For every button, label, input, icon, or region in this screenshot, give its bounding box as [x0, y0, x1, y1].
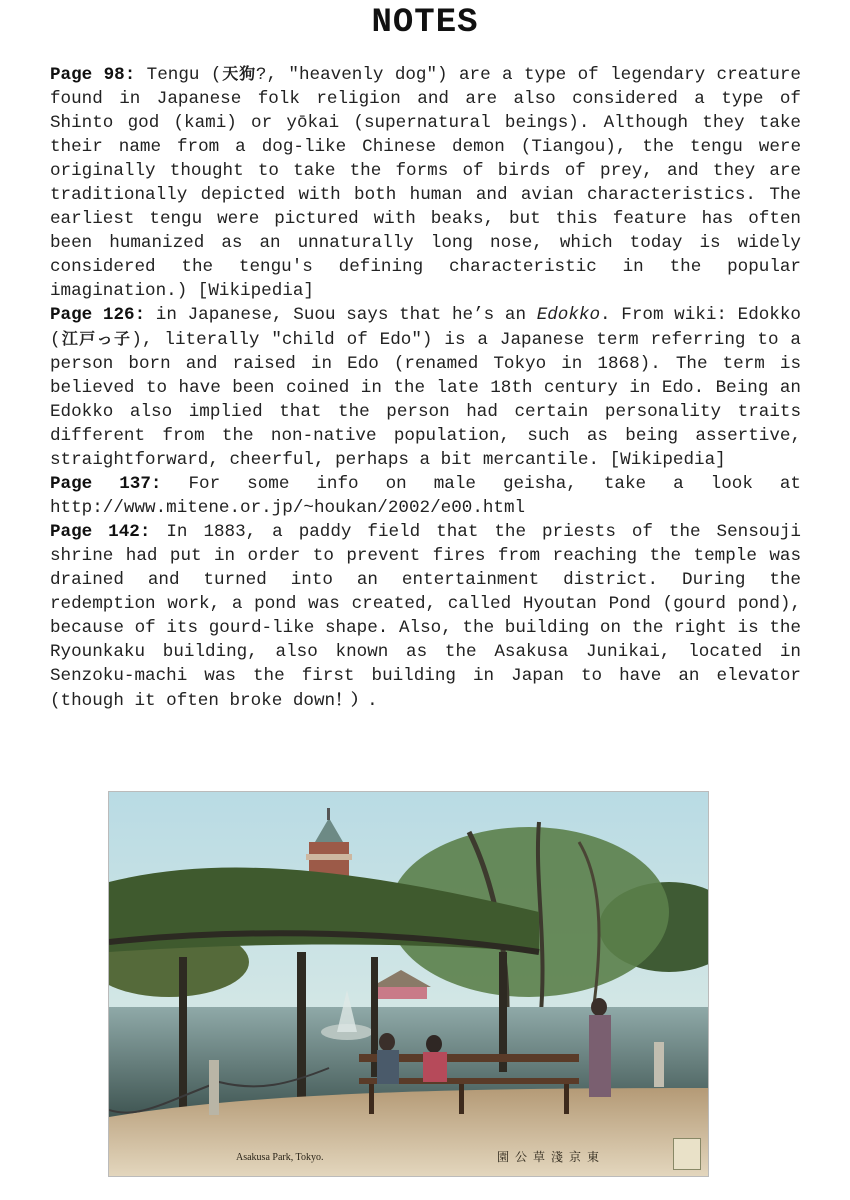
note-page-137 [50, 472, 801, 520]
note-text: . From wiki: Edokko ( [50, 305, 801, 350]
asakusa-park-photo [108, 791, 709, 1177]
note-page-142 [50, 520, 801, 713]
note-page-126 [50, 303, 801, 472]
note-label: Page 137: [50, 474, 162, 494]
page-title: NOTES [371, 4, 479, 42]
note-label: Page 142: [50, 522, 151, 542]
note-text: ?, "heavenly dog") are a type of legendary creature found in Japanese folk religion and are also considered a type of Shinto god (kami) or yōkai (supernatural beings). Although they take their name from a dog-like Chinese demon (Tiangou), the tengu were originally thought to take the forms of birds of prey, and they are traditionally depicted with both human and avian characteristics. The earliest tengu were pictured with beaks, but this feature has often been humanized as an unnaturally long nose, which today is widely considered the tengu's defining characteristic in the popular imagination.) [Wikipedia] [50, 65, 801, 301]
photo-caption-english: Asakusa Park, Tokyo. [236, 1152, 324, 1163]
note-text: In 1883, a paddy field that the priests of the Sensouji shrine had put in order to prevent fires from reaching the temple was drained and turned into an entertainment district. During the redemption work, a pond was created, called Hyoutan Pond (gourd pond), because of its gourd-like shape. Also, the building on the right is the Ryounkaku building, also known as the Asakusa Junikai, located in Senzoku-machi was the first building in Japan to have an elevator (though it often broke down [50, 522, 801, 711]
note-label: Page 126: [50, 305, 146, 325]
notes-list [50, 62, 801, 713]
note-label: Page 98: [50, 65, 136, 85]
note-text: Tengu ( [135, 65, 222, 85]
note-text: ), literally "child of Edo") is a Japanese term referring to a person born and raised in Edo (renamed Tokyo in 1868). The term is believed to have been coined in the late 18th century in Edo. Being an Edokko also implied that the person had certain personality traits different from the non-native population, such as being assertive, straightforward, cheerful, perhaps a bit mercantile. [Wikipedia] [50, 330, 801, 470]
note-text: . [367, 691, 378, 711]
note-japanese-text: 天狗 [221, 64, 256, 83]
photo-caption-japanese: 園公草淺京東 [496, 1150, 605, 1164]
note-japanese-punct: ！） [335, 690, 368, 709]
photo-illustration [109, 792, 708, 1176]
note-page-98 [50, 62, 801, 303]
note-japanese-text: 江戸っ子 [60, 329, 132, 348]
note-italic-term: Edokko [536, 305, 601, 325]
portrait-stamp-icon [673, 1138, 701, 1170]
note-text: For some info on male geisha, take a look at http://www.mitene.or.jp/~houkan/2002/e00.html [50, 474, 801, 518]
note-text: in Japanese, Suou says that he’s an [145, 305, 537, 325]
